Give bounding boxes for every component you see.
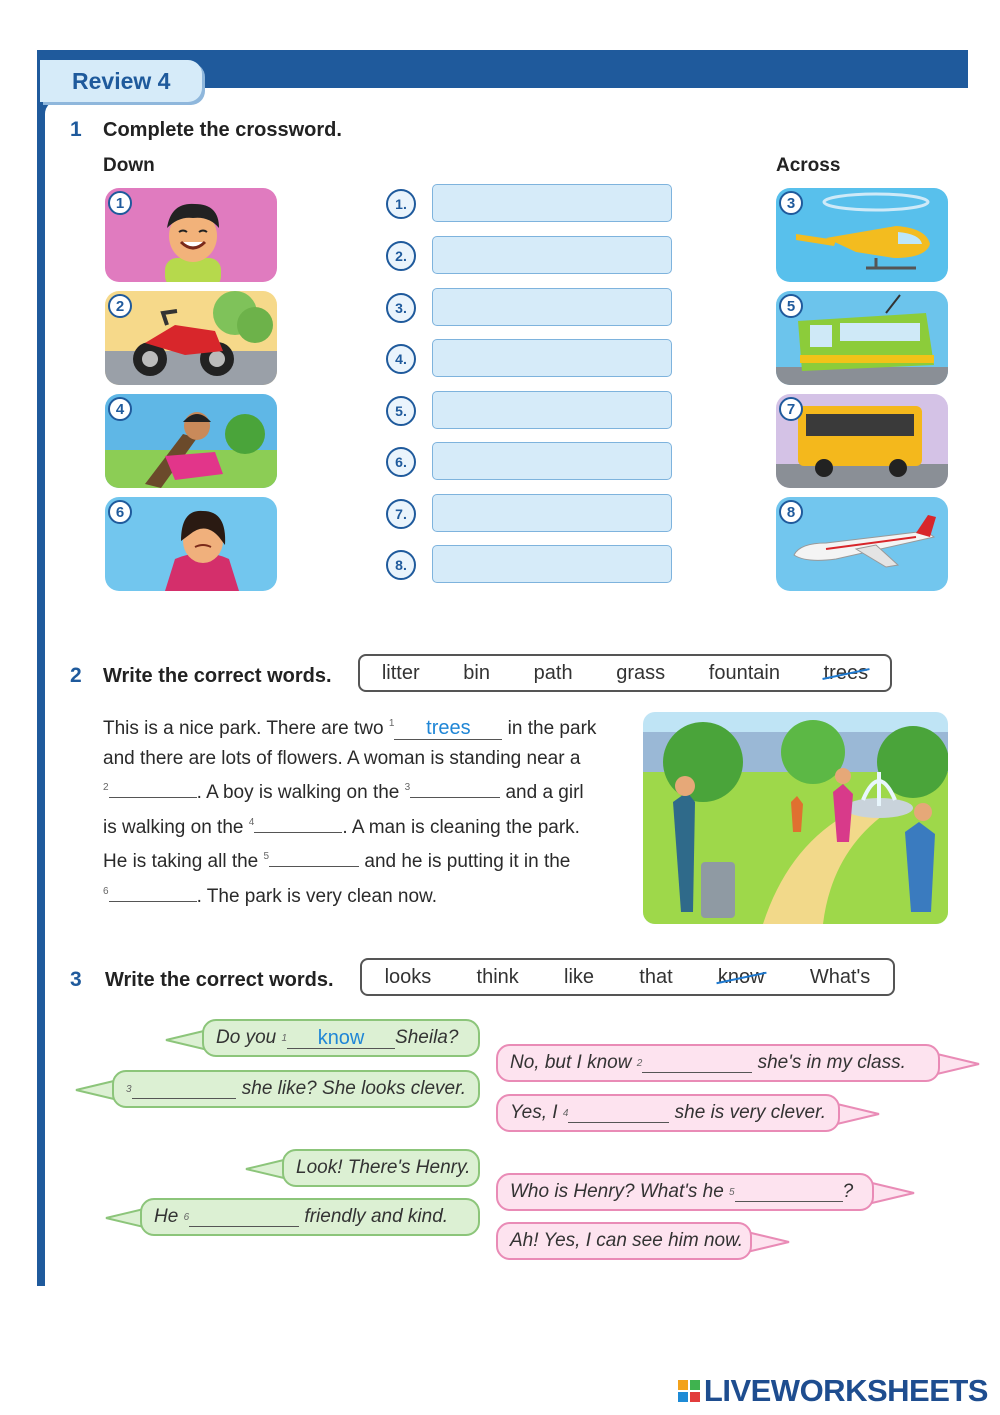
picture-number: 7	[779, 397, 803, 421]
text: . A boy is walking on the	[196, 782, 400, 803]
blank-number: 5	[729, 1186, 735, 1198]
section-2-number: 2	[70, 664, 82, 687]
liveworksheets-logo	[678, 1373, 988, 1409]
example-answer-know: know	[287, 1028, 395, 1049]
blank-4[interactable]	[568, 1104, 669, 1123]
answer-input-1[interactable]	[432, 184, 672, 222]
word-bank-item-used: trees	[823, 661, 869, 684]
blank-2[interactable]	[109, 779, 197, 798]
answer-input-7[interactable]	[432, 494, 672, 532]
blank-number: 2	[636, 1057, 643, 1069]
bubble-tail	[935, 1044, 985, 1084]
answer-input-3[interactable]	[432, 288, 672, 326]
text: Do you	[216, 1027, 277, 1048]
word-bank-item-used: know	[717, 965, 765, 988]
text: This is a nice park. There are two	[103, 718, 384, 739]
blank-5[interactable]	[735, 1183, 843, 1202]
answer-label-5: 5.	[386, 396, 416, 426]
blank-2[interactable]	[642, 1054, 752, 1073]
blank-number: 6	[183, 1211, 190, 1223]
review-title: Review 4	[40, 60, 202, 102]
text: No, but I know	[510, 1052, 632, 1073]
left-margin-inner	[45, 100, 67, 1286]
bubble-tail	[745, 1222, 795, 1262]
text: Ah! Yes, I can see him now.	[510, 1230, 744, 1251]
picture-card-2	[105, 291, 277, 385]
section-2-title: Write the correct words.	[103, 665, 332, 687]
bubble-6	[496, 1173, 874, 1211]
blank-number: 3	[404, 782, 411, 793]
park-paragraph	[103, 709, 633, 911]
picture-number: 2	[108, 294, 132, 318]
picture-card-3	[776, 188, 948, 282]
text: . A man is cleaning the park.	[342, 816, 580, 838]
text: she's in my class.	[757, 1052, 906, 1073]
text: ?	[842, 1181, 854, 1202]
bubble-4	[496, 1094, 840, 1132]
answer-label-8: 8.	[386, 550, 416, 580]
picture-number: 4	[108, 397, 132, 421]
text: Sheila?	[395, 1027, 459, 1048]
picture-card-1	[105, 188, 277, 282]
text: friendly and kind.	[304, 1206, 449, 1227]
bubble-5	[282, 1149, 480, 1187]
picture-number: 5	[779, 294, 803, 318]
answer-input-8[interactable]	[432, 545, 672, 583]
bubble-1	[202, 1019, 480, 1057]
picture-card-8	[776, 497, 948, 591]
example-answer-trees: trees	[394, 717, 502, 740]
blank-3[interactable]	[132, 1080, 237, 1099]
section-3-title: Write the correct words.	[105, 969, 334, 991]
picture-card-5	[776, 291, 948, 385]
picture-number: 1	[108, 191, 132, 215]
text: Look! There's Henry.	[296, 1157, 471, 1178]
blank-number: 5	[263, 851, 270, 862]
word-bank-item: think	[476, 965, 519, 988]
blank-number: 2	[103, 782, 109, 793]
blank-number: 1	[281, 1032, 288, 1044]
blank-number: 4	[562, 1107, 569, 1119]
blank-5[interactable]	[269, 848, 359, 867]
picture-number: 3	[779, 191, 803, 215]
blank-number: 4	[248, 816, 255, 828]
word-bank-2	[358, 654, 892, 692]
text: she is very clever.	[674, 1102, 826, 1123]
word-bank-3	[360, 958, 895, 996]
answer-input-6[interactable]	[432, 442, 672, 480]
bubble-tail	[835, 1094, 885, 1134]
word-bank-item: grass	[616, 661, 666, 684]
answer-input-4[interactable]	[432, 339, 672, 377]
blank-6[interactable]	[109, 883, 197, 902]
text: and he is putting it in the	[364, 851, 571, 872]
text: Yes, I	[510, 1102, 558, 1123]
picture-number: 8	[779, 500, 803, 524]
text: is walking on the	[103, 816, 244, 838]
answer-input-2[interactable]	[432, 236, 672, 274]
bubble-3	[112, 1070, 480, 1108]
answer-label-4: 4.	[386, 344, 416, 374]
text: Who is Henry? What's he	[510, 1181, 724, 1202]
blank-number: 1	[388, 718, 395, 729]
picture-card-6	[105, 497, 277, 591]
down-label: Down	[103, 155, 155, 176]
word-bank-item: fountain	[708, 661, 780, 684]
bubble-tail	[870, 1173, 920, 1213]
bubble-2	[496, 1044, 940, 1082]
logo-text: LIVEWORKSHEETS	[703, 1373, 988, 1408]
blank-6[interactable]	[189, 1208, 299, 1227]
logo-mark-icon	[678, 1380, 700, 1402]
across-label: Across	[776, 155, 841, 176]
picture-number: 6	[108, 500, 132, 524]
bubble-7	[140, 1198, 480, 1236]
text: she like? She looks clever.	[241, 1078, 466, 1099]
bubble-8	[496, 1222, 752, 1260]
park-picture	[643, 712, 948, 924]
blank-4[interactable]	[254, 814, 342, 833]
answer-label-3: 3.	[386, 293, 416, 323]
word-bank-item: that	[639, 965, 673, 988]
word-bank-item: like	[564, 965, 595, 988]
text: and there are lots of flowers. A woman is standing near a	[103, 747, 581, 769]
text: . The park is very clean now.	[196, 885, 437, 907]
section-1-number: 1	[70, 118, 82, 141]
text: He is taking all the	[103, 851, 259, 872]
answer-label-6: 6.	[386, 447, 416, 477]
word-bank-item: litter	[381, 661, 420, 684]
picture-card-7	[776, 394, 948, 488]
word-bank-item: looks	[384, 965, 432, 988]
answer-label-7: 7.	[386, 499, 416, 529]
word-bank-item: path	[533, 661, 573, 684]
word-bank-item: bin	[463, 661, 490, 684]
park-scene-icon	[643, 712, 948, 924]
section-3-number: 3	[70, 968, 82, 991]
blank-number: 6	[103, 885, 109, 897]
text: and a girl	[505, 782, 584, 803]
text: He	[154, 1206, 179, 1227]
section-1-title: Complete the crossword.	[103, 119, 342, 141]
answer-input-5[interactable]	[432, 391, 672, 429]
blank-3[interactable]	[410, 779, 500, 798]
blank-number: 3	[126, 1083, 132, 1095]
word-bank-item: What's	[809, 965, 871, 988]
answer-label-1: 1.	[386, 189, 416, 219]
picture-card-4	[105, 394, 277, 488]
text: in the park	[507, 718, 597, 739]
answer-label-2: 2.	[386, 241, 416, 271]
